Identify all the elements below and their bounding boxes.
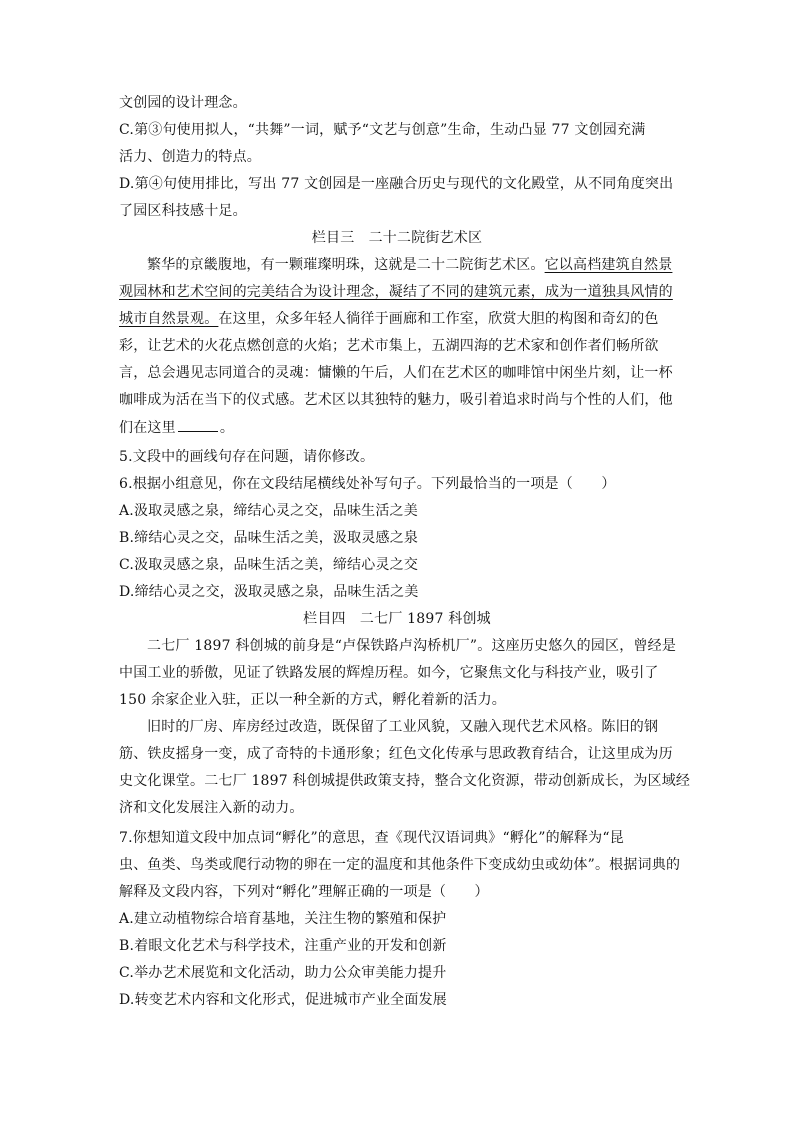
- question-7-option-b: B.着眼文化艺术与科学技术，注重产业的开发和创新: [119, 938, 447, 954]
- section3-heading: 栏目三 二十二院街艺术区: [311, 230, 483, 246]
- question-7-option-a: A.建立动植物综合培育基地，关注生物的繁殖和保护: [119, 911, 447, 927]
- text-line: 文创园的设计理念。: [119, 95, 247, 111]
- option-c-line1: C.第③句使用拟人，“共舞”一词，赋予“文艺与创意”生命，生动凸显 77 文创园充满: [119, 122, 646, 138]
- paragraph-line: [119, 309, 679, 329]
- underlined-sentence: 观园林和艺术空间的完美结合为设计理念，凝结了不同的建筑元素，成为一道独具风情的: [119, 284, 673, 300]
- paragraph-text: 繁华的京畿腹地，有一颗璀璨明珠，这就是二十二院街艺术区。: [147, 257, 545, 273]
- paragraph-line: 筋、铁皮摇身一变，成了奇特的卡通形象；红色文化传承与思政教育结合，让这里成为历: [119, 746, 673, 762]
- question-6: 6.根据小组意见，你在文段结尾横线处补写句子。下列最恰当的一项是（ ）: [119, 476, 616, 492]
- question-7-option-d: D.转变艺术内容和文化形式，促进城市产业全面发展: [119, 992, 447, 1008]
- question-7-line1: 7.你想知道文段中加点词“孵化”的意思，查《现代汉语词典》“孵化”的解释为“昆: [119, 830, 624, 846]
- question-6-option-d: D.缔结心灵之交，汲取灵感之泉，品味生活之美: [119, 584, 419, 600]
- paragraph-text: 。: [219, 420, 235, 436]
- question-5: 5.文段中的画线句存在问题，请你修改。: [119, 449, 375, 465]
- question-6-option-b: B.缔结心灵之交，品味生活之美，汲取灵感之泉: [119, 530, 419, 546]
- section4-heading: 栏目四 二七厂 1897 科创城: [303, 611, 491, 627]
- underlined-sentence: 它以高档建筑自然景: [544, 257, 673, 273]
- paragraph-line: [147, 255, 679, 275]
- paragraph-line: 咖啡成为活在当下的仪式感。艺术区以其独特的魅力，吸引着追求时尚与个性的人们，他: [119, 392, 673, 408]
- question-6-option-a: A.汲取灵感之泉，缔结心灵之交，品味生活之美: [119, 503, 418, 519]
- paragraph-line: 旧时的厂房、库房经过改造，既保留了工业风貌，又融入现代艺术风格。陈旧的钢: [147, 719, 659, 735]
- option-d-line1: D.第④句使用排比，写出 77 文创园是一座融合历史与现代的文化殿堂，从不同角度突出: [119, 176, 674, 192]
- option-c-line2: 活力、创造力的特点。: [119, 149, 261, 165]
- paragraph-line: [119, 282, 679, 302]
- paragraph-line: 史文化课堂。二七厂 1897 科创城提供政策支持，整合文化资源，带动创新成长，为区域经: [119, 773, 691, 789]
- question-7-line3: 解释及文段内容，下列对“孵化”理解正确的一项是（ ）: [119, 884, 489, 900]
- paragraph-line: 言，总会遇见志同道合的灵魂：慵懒的午后，人们在艺术区的咖啡馆中闲坐片刻，让一杯: [119, 365, 673, 381]
- paragraph-text: 们在这里: [119, 420, 176, 436]
- paragraph-text: 在这里，众多年轻人徜徉于画廊和工作室，欣赏大胆的构图和奇幻的色: [218, 311, 659, 327]
- option-d-line2: 了园区科技感十足。: [119, 203, 247, 219]
- fill-in-blank[interactable]: [178, 417, 218, 432]
- paragraph-line: 150 余家企业入驻，正以一种全新的方式，孵化着新的活力。: [119, 692, 506, 708]
- underlined-sentence: 城市自然景观。: [119, 311, 219, 327]
- paragraph-line: 济和文化发展注入新的动力。: [119, 800, 304, 816]
- question-6-option-c: C.汲取灵感之泉，品味生活之美，缔结心灵之交: [119, 557, 419, 573]
- question-7-option-c: C.举办艺术展览和文化活动，助力公众审美能力提升: [119, 965, 447, 981]
- paragraph-line: 中国工业的骄傲，见证了铁路发展的辉煌历程。如今，它聚焦文化与科技产业，吸引了: [119, 665, 659, 681]
- question-7-line2: 虫、鱼类、鸟类或爬行动物的卵在一定的温度和其他条件下变成幼虫或幼体”。根据词典的: [119, 857, 681, 873]
- paragraph-line: 二七厂 1897 科创城的前身是“卢保铁路卢沟桥机厂”。这座历史悠久的园区，曾经是: [147, 638, 677, 654]
- paragraph-line: [119, 417, 679, 438]
- paragraph-line: 彩，让艺术的火花点燃创意的火焰；艺术市集上，五湖四海的艺术家和创作者们畅所欲: [119, 338, 659, 354]
